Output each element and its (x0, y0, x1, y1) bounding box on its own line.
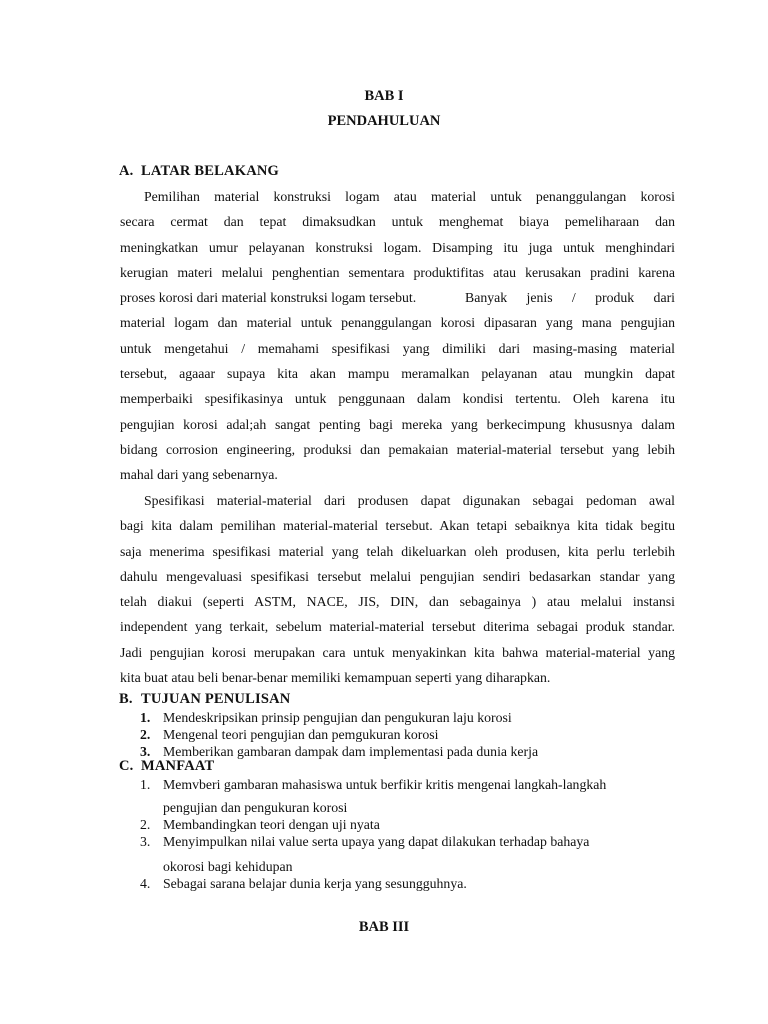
paragraph-line: independent yang terkait, sebelum material-material tersebut diterima sebagai produk standar. (120, 619, 675, 635)
list-item (140, 743, 680, 760)
paragraph-line: material logam dan material untuk penanggulangan korosi dipasaran yang mana pengujian (120, 315, 675, 331)
paragraph-line: Pemilihan material konstruksi logam atau material untuk penanggulangan korosi (144, 189, 675, 204)
list-item-number: 3. (140, 744, 151, 759)
paragraph-line: saja menerima spesifikasi material yang telah dikeluarkan oleh produsen, kita perlu terlebih (120, 543, 675, 559)
list-item-number: 2. (140, 727, 151, 742)
paragraph-line: proses korosi dari material konstruksi logam tersebut. (120, 290, 417, 306)
list-item (140, 875, 680, 892)
paragraph-line: bidang corrosion engineering, produksi dan pemakaian material-material tersebut yang lebih (120, 441, 675, 457)
paragraph-line: dahulu mengevaluasi spesifikasi tersebut melalui pengujian sendiri bedasarkan standar yang (120, 568, 675, 584)
paragraph-line: tersebut, agaaar supaya kita akan mampu meramalkan pelayanan atau mungkin dapat (120, 366, 675, 382)
next-chapter-title: BAB III (358, 919, 410, 935)
paragraph-line: kerugian materi melalui penghentian sementara produktifitas atau kerusakan pradini karena (120, 264, 675, 280)
list-item (140, 833, 680, 875)
list-item (140, 709, 680, 726)
list-item-text: Mengenal teori pengujian dan pemgukuran korosi (163, 727, 439, 742)
paragraph-line-split (120, 285, 675, 310)
section-b-letter: B. (119, 691, 133, 707)
section-a-paragraph-2 (120, 488, 675, 690)
paragraph-line: Jadi pengujian korosi merupakan cara untuk menyakinkan kita bahwa material-material yang (120, 644, 675, 660)
list-item-text: Mendeskripsikan prinsip pengujian dan pengukuran laju korosi (163, 710, 512, 725)
chapter-title: BAB I (364, 88, 404, 104)
paragraph-line: Banyak jenis / produk dari (465, 290, 675, 306)
section-b-heading (119, 691, 290, 708)
list-item-number: 1. (140, 777, 151, 792)
paragraph-line: telah diakui (seperti ASTM, NACE, JIS, DIN, dan sebagainya ) atau melalui instansi (120, 594, 675, 610)
paragraph-line: untuk mengetahui / memahami spesifikasi yang dimiliki dari masing-masing material (120, 340, 675, 356)
list-item-text: Memberikan gambaran dampak dam implementasi pada dunia kerja (163, 744, 539, 759)
list-item-text: Membandingkan teori dengan uji nyata (163, 817, 380, 832)
paragraph-line: memperbaiki spesifikasinya untuk penggunaan dalam kondisi tertentu. Oleh karena itu (120, 391, 675, 407)
section-c-list (140, 776, 680, 892)
section-b-list (140, 709, 680, 760)
paragraph-line: meningkatkan umur pelayanan konstruksi logam. Disamping itu juga untuk menghindari (120, 239, 675, 255)
section-c-heading (119, 758, 214, 775)
list-item (140, 726, 680, 743)
list-item-number: 1. (140, 710, 151, 725)
section-a-title: LATAR BELAKANG (141, 163, 280, 179)
section-b-title: TUJUAN PENULISAN (141, 691, 291, 707)
list-item-text: Sebagai sarana belajar dunia kerja yang sesungguhnya. (163, 876, 467, 891)
paragraph-line: kita buat atau beli benar-benar memiliki kemampuan seperti yang diharapkan. (120, 670, 551, 686)
list-item-text-continued: pengujian dan pengukuran korosi (163, 800, 348, 815)
section-c-letter: C. (119, 758, 134, 774)
section-a-paragraph-1 (120, 184, 675, 488)
chapter-subtitle: PENDAHULUAN (327, 113, 441, 129)
section-a-heading (119, 163, 279, 180)
list-item-number: 2. (140, 817, 151, 832)
list-item-text-continued: okorosi bagi kehidupan (163, 859, 293, 874)
section-c-title: MANFAAT (141, 758, 215, 774)
paragraph-line: secara cermat dan tepat dimaksudkan untuk menghemat biaya pemeliharaan dan (120, 214, 675, 230)
paragraph-line: Spesifikasi material-material dari produsen dapat digunakan sebagai pedoman awal (144, 493, 675, 508)
list-item (140, 816, 680, 833)
paragraph-line: mahal dari yang sebenarnya. (120, 467, 278, 483)
paragraph-line: bagi kita dalam pemilihan material-material tersebut. Akan tetapi sebaiknya kita tidak begitu (120, 518, 675, 534)
list-item-text: Menyimpulkan nilai value serta upaya yang dapat dilakukan terhadap bahaya (163, 834, 590, 849)
list-item (140, 776, 680, 816)
paragraph-line: pengujian korosi adal;ah sangat penting bagi mereka yang berkecimpung khususnya dalam (120, 416, 675, 432)
section-a-letter: A. (119, 163, 134, 179)
list-item-text: Memvberi gambaran mahasiswa untuk berfikir kritis mengenai langkah-langkah (163, 777, 607, 792)
list-item-number: 4. (140, 876, 151, 891)
list-item-number: 3. (140, 834, 151, 849)
